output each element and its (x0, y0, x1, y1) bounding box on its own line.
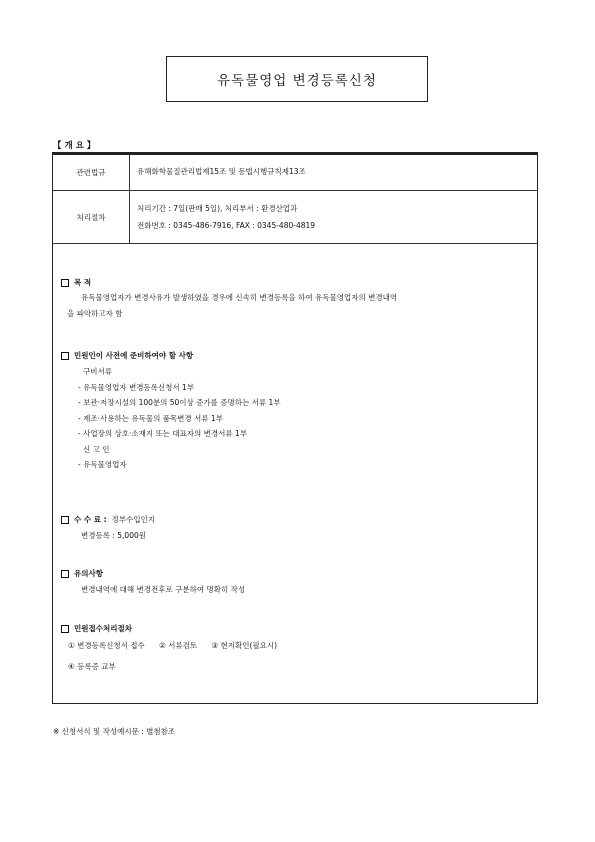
section-preparation (61, 350, 281, 473)
checkbox-square-icon (61, 570, 69, 578)
list-item: 신 고 인 (83, 444, 110, 454)
section-fee-title: 수 수 료 : (74, 515, 107, 524)
section-process (61, 623, 277, 674)
checkbox-square-icon (61, 279, 69, 287)
overview-label: 【 개 요 】 (53, 141, 96, 151)
checkbox-square-icon (61, 352, 69, 360)
list-item: - 유독물영업자 (78, 460, 127, 469)
purpose-line-1: 유독물영업자가 변경사유가 발생하였을 경우에 신속히 변경등록을 하여 유독물영업자의 변경내역 (81, 293, 398, 302)
section-process-title: 민원접수처리절차 (74, 624, 132, 633)
procedure-line-1: 처리기간 : 7일(판매 5일), 처리부서 : 환경산업과 (137, 204, 298, 213)
fee-value: 정부수입인지 (111, 515, 156, 524)
section-process-head (61, 623, 277, 634)
footnote: ※ 신청서식 및 작성예시문 : 별첨참조 (53, 727, 176, 736)
fee-line: 변경등록 : 5,000원 (81, 531, 146, 540)
list-item: - 보관·저장시설의 100분의 50이상 증가를 증명하는 서류 1부 (78, 398, 281, 407)
table-row-procedure (53, 191, 537, 244)
section-caution (61, 568, 245, 598)
section-purpose (61, 277, 397, 321)
section-fee-head (61, 514, 155, 525)
list-item: - 제조·사용하는 유독물의 품목변경 서류 1부 (78, 413, 223, 423)
row-label-law: 관련법규 (53, 155, 130, 190)
purpose-line-2: 을 파악하고자 함 (67, 308, 123, 318)
caution-line: 변경내역에 대해 변경전후로 구분하여 명확히 작성 (81, 585, 246, 594)
row-label-procedure: 처리절차 (53, 191, 130, 243)
page-title: 유독물영업 변경등록신청 (166, 56, 428, 102)
checkbox-square-icon (61, 625, 69, 633)
section-caution-title: 유의사항 (74, 569, 103, 578)
section-preparation-title: 민원인이 사전에 준비하여야 할 사항 (74, 351, 194, 360)
section-caution-head (61, 568, 245, 579)
row-value-law: 유해화학물질관리법제15조 및 동법시행규칙제13조 (137, 167, 306, 176)
list-item: - 사업장의 상호·소재지 또는 대표자의 변경서류 1부 (78, 429, 248, 438)
process-line-1: ① 변경등록신청서 접수 ② 서류검토 ③ 현지확인(필요시) (68, 641, 278, 650)
section-fee (61, 514, 155, 544)
section-purpose-title: 목 적 (74, 278, 92, 287)
procedure-line-2: 전화번호 : 0345-486-7916, FAX : 0345-480-4819 (137, 221, 316, 230)
row-value-procedure (137, 200, 315, 234)
list-item: 구비서류 (83, 367, 112, 376)
section-preparation-head (61, 350, 281, 361)
list-item: - 유독물영업자 변경등록신청서 1부 (78, 382, 195, 392)
preparation-list (61, 364, 281, 473)
process-line-2: ④ 등록증 교부 (68, 661, 116, 671)
checkbox-square-icon (61, 516, 69, 524)
section-purpose-head (61, 277, 397, 288)
table-row-law (53, 155, 537, 191)
content-frame (52, 152, 538, 704)
